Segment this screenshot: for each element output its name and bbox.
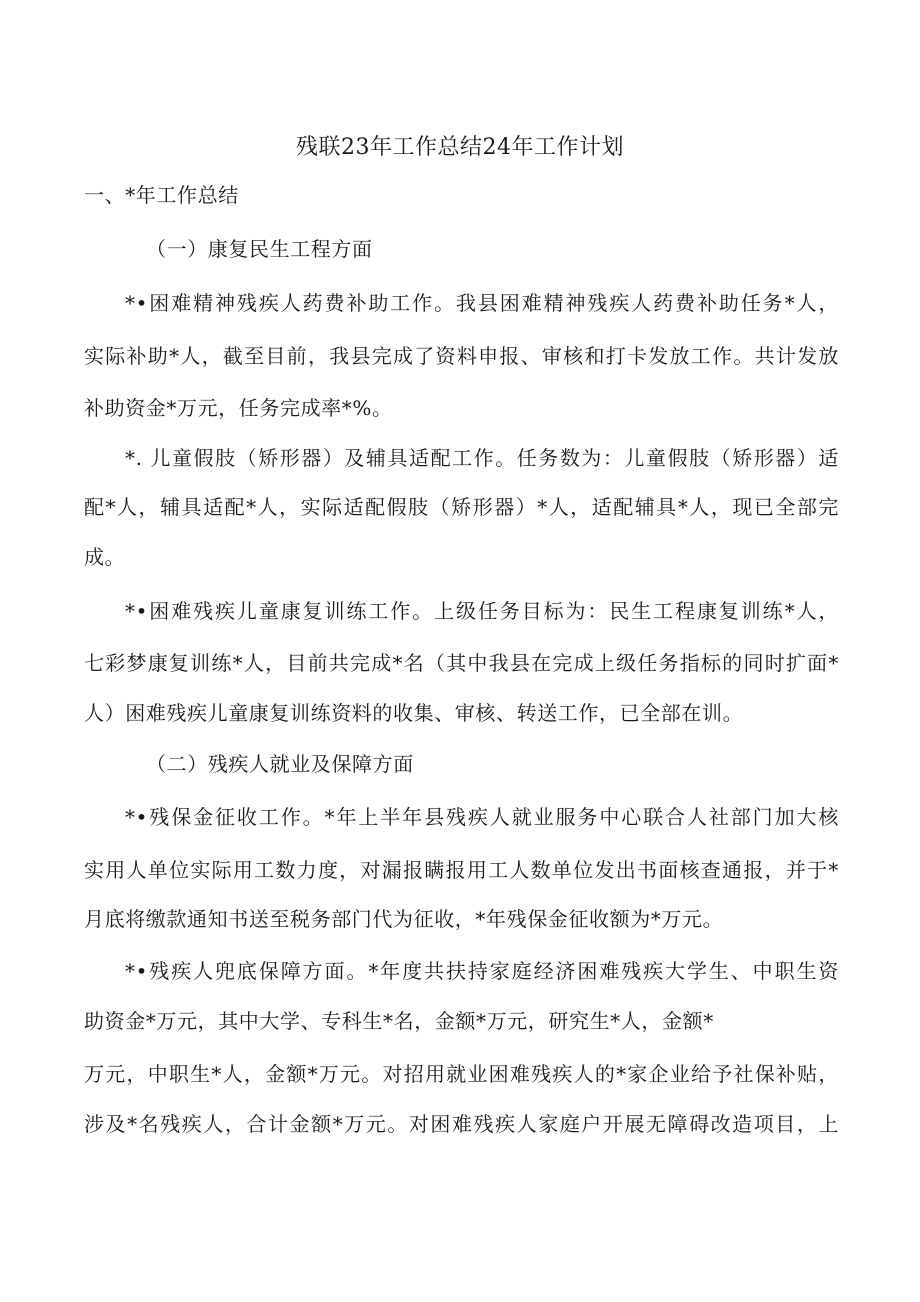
paragraph-line: 补助资金*万元，任务完成率*%。 <box>84 396 393 420</box>
paragraph-line: *•残疾人兜底保障方面。*年度共扶持家庭经济困难残疾大学生、中职生资 <box>125 959 839 983</box>
paragraph-line: 助资金*万元，其中大学、专科生*名，金额*万元，研究生*人，金额* <box>84 1009 714 1033</box>
paragraph-line: 配*人，辅具适配*人，实际适配假肢（矫形器）*人，适配辅具*人，现已全部完 <box>84 495 839 519</box>
paragraph-line: 人）困难残疾儿童康复训练资料的收集、审核、转送工作，已全部在训。 <box>84 701 744 725</box>
paragraph-line: 成。 <box>84 545 126 569</box>
paragraph-line: *•困难精神残疾人药费补助工作。我县困难精神残疾人药费补助任务*人， <box>125 291 839 315</box>
subsection-heading-2: （二）残疾人就业及保障方面 <box>146 752 414 776</box>
paragraph-line: 涉及*名残疾人，合计金额*万元。对困难残疾人家庭户开展无障碍改造项目，上 <box>84 1112 839 1136</box>
paragraph-line: *•困难残疾儿童康复训练工作。上级任务目标为：民生工程康复训练*人， <box>125 599 839 623</box>
paragraph-line: 实用人单位实际用工数力度，对漏报瞒报用工人数单位发出书面核查通报，并于* <box>84 858 839 882</box>
paragraph-line: 七彩梦康复训练*人，目前共完成*名（其中我县在完成上级任务指标的同时扩面* <box>84 651 839 675</box>
paragraph-line: 实际补助*人，截至目前，我县完成了资料申报、审核和打卡发放工作。共计发放 <box>84 344 839 368</box>
paragraph-line: 万元，中职生*人，金额*万元。对招用就业困难残疾人的*家企业给予社保补贴， <box>84 1062 839 1086</box>
section-heading-1: 一、*年工作总结 <box>84 183 239 207</box>
subsection-heading-1: （一）康复民生工程方面 <box>146 237 373 261</box>
paragraph-line: *•残保金征收工作。*年上半年县残疾人就业服务中心联合人社部门加大核 <box>125 805 839 829</box>
document-title: 残联23年工作总结24年工作计划 <box>296 135 624 160</box>
paragraph-line: 月底将缴款通知书送至税务部门代为征收，*年残保金征收额为*万元。 <box>84 907 724 931</box>
paragraph-line: *. 儿童假肢（矫形器）及辅具适配工作。任务数为：儿童假肢（矫形器）适 <box>125 446 839 470</box>
